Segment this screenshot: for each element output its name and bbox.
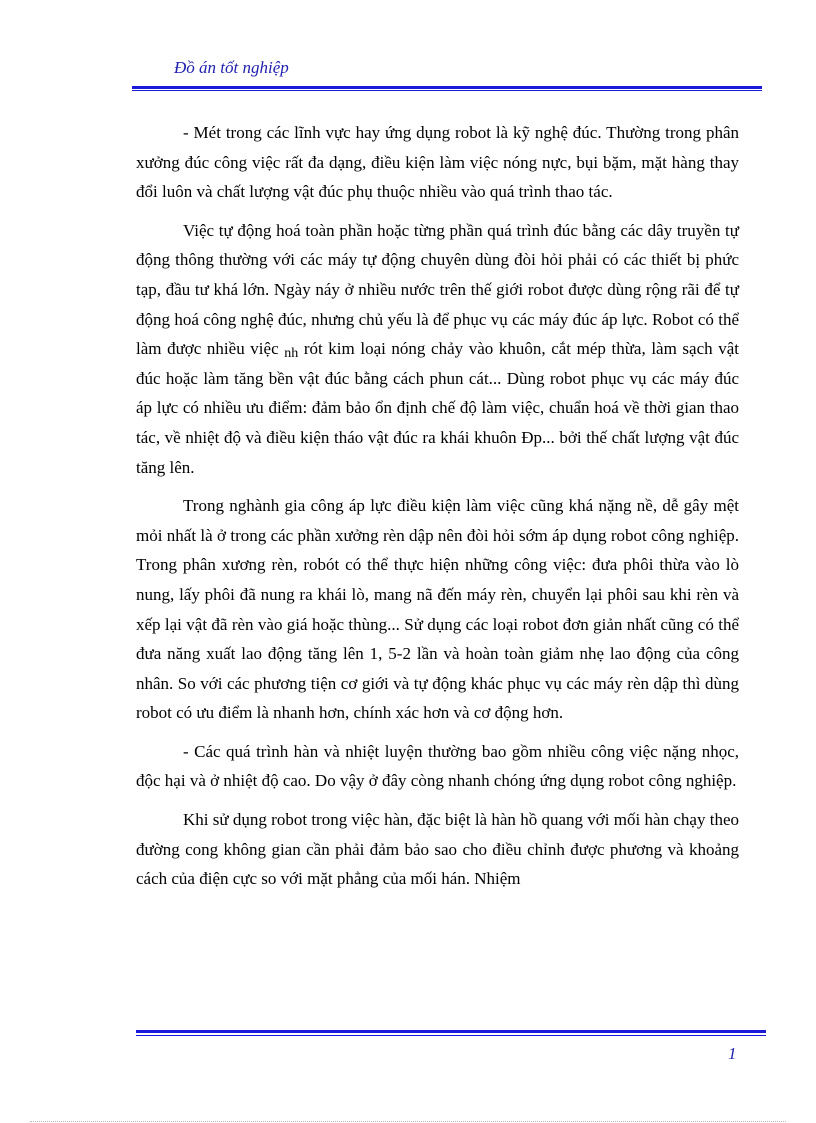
paragraph-welding-heat-treatment: - Các quá trình hàn và nhiệt luyện thường bao gồm nhiều công việc nặng nhọc, độc hại và ở nhiệt độ cao. Do vậy ở đây còng nhanh chóng ứng dụng robot công nghiệp. [136, 741, 739, 791]
subscript-fragment: nh [284, 346, 299, 362]
footer-rule-thin [136, 1035, 766, 1036]
paragraph-arc-welding: Khi sử dụng robot trong việc hàn, đặc biệt là hàn hồ quang với mối hàn chạy theo đường cong không gian cần phải đảm bảo sao cho điều chỉnh được phương và khoảng cách của điện cực so với mặt phẳng của mối hán. Nhiệm [136, 810, 739, 889]
page-number: 1 [728, 1044, 737, 1063]
paragraph-forging: Trong nghành gia công áp lực điều kiện làm việc cũng khá nặng nề, dễ gây mệt mỏi nhất là ở trong các phần xưởng rèn dập nên đòi hỏi sớm áp dụng robot công nghiệp. Trong phân xương rèn, robót có thể thực hiện những công việc: đưa phôi thừa vào lò nung, lấy phôi đã nung ra khái lò, mang nã đến máy rèn, chuyển lại phôi sau khi rèn và xếp lại vật đã rèn vào giá hoặc thùng... Sử dụng các loại robot đơn giản nhất cũng có thể đưa năng xuất lao động tăng lên 1, 5-2 lần và hoàn toàn giảm nhẹ lao động của công nhân. So với các phương tiện cơ giới và tự động khác phục vụ các máy rèn dập thì dùng robot có ưu điểm là nhanh hơn, chính xác hơn và cơ động hơn. [136, 496, 739, 723]
page-bottom-border [30, 1121, 786, 1122]
paragraph-casting-intro: - Mét trong các lĩnh vực hay ứng dụng robot là kỹ nghệ đúc. Thường trong phân xưởng đúc công việc rất đa dạng, điều kiện làm việc nóng nực, bụi bặm, mặt hàng thay đổi luôn và chất lượng vật đúc phụ thuộc nhiều vào quá trình thao tác. [136, 123, 739, 202]
header-rule [132, 86, 762, 89]
header-rule-thin [132, 90, 762, 91]
footer-rule [136, 1030, 766, 1033]
document-body [136, 118, 739, 903]
running-header-title: Đồ án tốt nghiệp [174, 58, 289, 77]
paragraph-casting-automation: Việc tự động hoá toàn phần hoặc từng phần quá trình đúc bằng các dây truyền tự động thông thường với các máy tự động chuyên dùng đòi hỏi phải có các thiết bị phức tạp, đầu tư khá lớn. Ngày náy ở nhiều nước trên thế giới robot được dùng rộng rãi để tự động hoá công nghệ đúc, nhưng chủ yếu là để phục vụ các máy đúc áp lực. Robot có thể làm được nhiều việc $_{nh}$ rót kim loại nóng chảy vào khuôn, cắt mép thừa, làm sạch vật đúc hoặc làm tăng bền vật đúc bằng cách phun cát... Dùng robot phục vụ các máy đúc áp lực có nhiều ưu điểm: đảm bảo ổn định chế độ làm việc, chuẩn hoá về thời gian thao tác, về nhiệt độ và điều kiện tháo vật đúc ra khái khuôn Đp... bởi thế chất lượng vật đúc tăng lên. [136, 220, 739, 477]
